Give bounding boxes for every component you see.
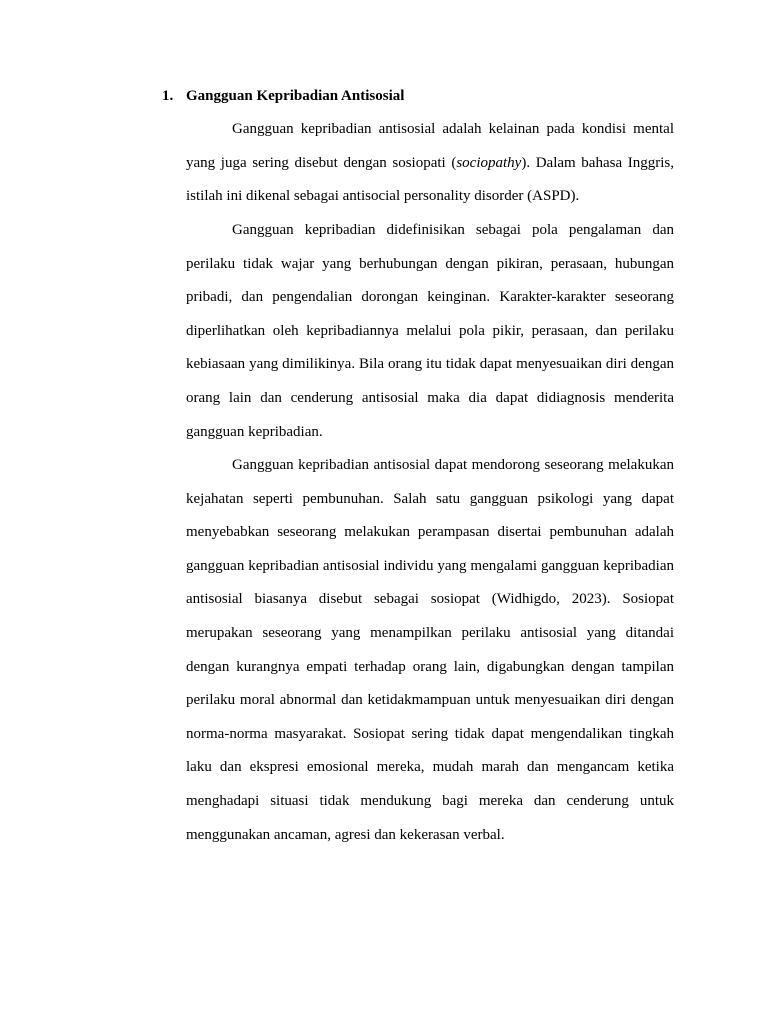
section-heading <box>162 86 682 106</box>
paragraph-1-text-end: ). Dalam bahasa Inggris, istilah ini dikenal sebagai antisocial personality disorder (ASPD). <box>186 154 674 205</box>
paragraph-1-text-start: Gangguan kepribadian antisosial adalah kelainan pada kondisi mental yang juga sering disebut dengan sosiopati ( <box>186 121 674 171</box>
paragraph-1-italic-term: sociopathy <box>456 154 522 171</box>
paragraph-3: Gangguan kepribadian antisosial dapat mendorong seseorang melakukan kejahatan seperti pembunuhan. Salah satu gangguan psikologi yang dapat menyebabkan seseorang melakukan perampasan disertai pembunuhan adalah gangguan kepribadian antisosial individu yang mengalami gangguan kepribadian antisosial biasanya disebut sebagai sosiopat (Widhigdo, 2023). Sosiopat merupakan seseorang yang menampilkan perilaku antisosial yang ditandai dengan kurangnya empati terhadap orang lain, digabungkan dengan tampilan perilaku moral abnormal dan ketidakmampuan untuk menyesuaikan diri dengan norma-norma masyarakat. Sosiopat sering tidak dapat mengendalikan tingkah laku dan ekspresi emosional mereka, mudah marah dan mengancam ketika menghadapi situasi tidak mendukung bagi mereka dan cenderung untuk menggunakan ancaman, agresi dan kekerasan verbal. <box>186 457 674 843</box>
paragraph-2: Gangguan kepribadian didefinisikan sebagai pola pengalaman dan perilaku tidak wajar yang berhubungan dengan pikiran, perasaan, hubungan pribadi, dan pengendalian dorongan keinginan. Karakter-karakter seseorang diperlihatkan oleh kepribadiannya melalui pola pikir, perasaan, dan perilaku kebiasaan yang dimilikinya. Bila orang itu tidak dapat menyesuaikan diri dengan orang lain dan cenderung antisosial maka dia dapat didiagnosis menderita gangguan kepribadian. <box>186 222 674 440</box>
section-number: 1. <box>162 88 174 104</box>
section-title: Gangguan Kepribadian Antisosial <box>186 88 405 104</box>
paragraph-1 <box>186 113 674 214</box>
